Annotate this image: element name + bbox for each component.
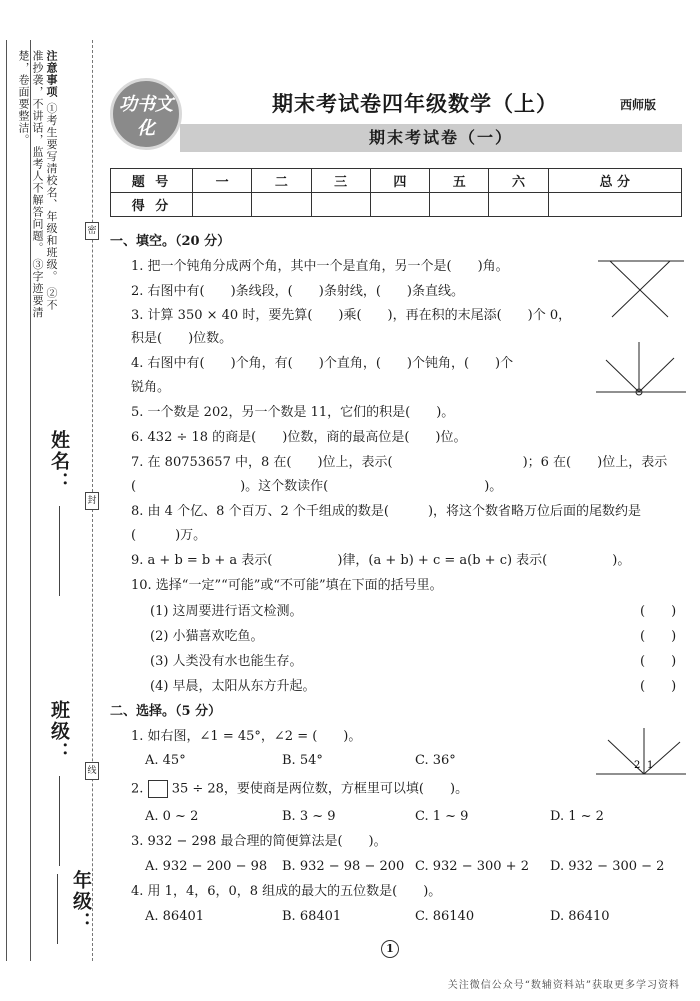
note-2: ②不准抄袭，不讲话，监考人不解答问题。 [31, 50, 58, 311]
name-field [46, 430, 73, 596]
s2-q3-opt-d[interactable]: D. 932 − 300 − 2 [550, 859, 665, 874]
s1-q1: 1. 把一个钝角分成两个角，其中一个是直角，另一个是( )角。 [131, 259, 509, 274]
score-cell[interactable] [430, 193, 489, 217]
s2-q2-opt-c[interactable]: C. 1 ~ 9 [415, 809, 469, 824]
angle-2-label: 2 [634, 760, 641, 771]
s1-q10: 10. 选择“一定”“可能”或“不可能”填在下面的括号里。 [131, 578, 443, 593]
score-col-label: 题 号 [111, 169, 193, 193]
s2-q3-opt-a[interactable]: A. 932 − 200 − 98 [145, 859, 268, 874]
score-col-4: 四 [370, 169, 429, 193]
publisher-logo: 功书文化 [110, 78, 182, 150]
s2-q2-opt-d[interactable]: D. 1 ~ 2 [550, 809, 604, 824]
s2-q3-opt-b[interactable]: B. 932 − 98 − 200 [282, 859, 405, 874]
score-col-total: 总 分 [548, 169, 681, 193]
s2-q2-opt-a[interactable]: A. 0 ~ 2 [145, 809, 199, 824]
s1-q8-line2: ( )万。 [131, 528, 207, 543]
grade-blank[interactable] [57, 874, 58, 944]
score-row-label: 得 分 [111, 193, 193, 217]
s1-q8-line1: 8. 由 4 个亿、8 个百万、2 个千组成的数是( )，将这个数省略万位后面的尾数约是 [131, 504, 642, 519]
score-cell[interactable] [548, 193, 681, 217]
binding-strip [0, 0, 100, 1001]
s2-q1: 1. 如右图，∠1 = 45°，∠2 = ( )。 [131, 729, 362, 744]
s2-q2 [131, 780, 468, 799]
page-title: 期末考试卷四年级数学（上） [272, 92, 558, 116]
page-number: 1 [381, 940, 399, 958]
s2-q2-opt-b[interactable]: B. 3 ~ 9 [282, 809, 336, 824]
grade-label: 年级： [70, 870, 92, 933]
s1-q10-item-1: (1) 这周要进行语文检测。 [150, 604, 303, 619]
s1-q7-line2: ( )。这个数读作( )。 [131, 479, 503, 494]
s2-q3: 3. 932 − 298 最合理的简便算法是( )。 [131, 834, 387, 849]
s1-q7-line1: 7. 在 80753657 中，8 在( )位上，表示( )；6 在( )位上，表示 [131, 455, 668, 470]
figure-diagonal-line-1 [610, 261, 668, 317]
s1-q4-line2: 锐角。 [131, 380, 171, 395]
angle-1-label: 1 [647, 760, 654, 771]
class-field [46, 700, 73, 866]
name-label: 姓名： [48, 430, 70, 493]
figure-diagonal-line-2 [612, 261, 670, 317]
angle-question-figure [596, 722, 686, 778]
s1-q10-item-4: (4) 早晨，太阳从东方升起。 [150, 679, 316, 694]
score-col-2: 二 [252, 169, 311, 193]
s2-q2-text: 35 ÷ 28，要使商是两位数，方框里可以填( )。 [171, 781, 469, 797]
score-cell[interactable] [252, 193, 311, 217]
note-1: ①考生要写清校名、年级和班级。 [45, 102, 58, 283]
s1-q10-item-3: (3) 人类没有水也能生存。 [150, 654, 303, 669]
section2-heading: 二、选择。（5 分） [110, 704, 222, 719]
cut-mark-feng: 封 [85, 492, 99, 510]
score-value-row [111, 193, 682, 217]
line-segments-figure [598, 255, 684, 319]
class-label: 班级： [48, 700, 70, 763]
s2-q4-opt-c[interactable]: C. 86140 [415, 909, 475, 924]
s2-q4-opt-b[interactable]: B. 68401 [282, 909, 342, 924]
grade-field [46, 870, 95, 1001]
notes-title: 注意事项 [45, 50, 58, 98]
score-cell[interactable] [193, 193, 252, 217]
s1-q10-answer-2[interactable]: ( ) [640, 629, 677, 644]
score-col-6: 六 [489, 169, 548, 193]
s1-q10-answer-1[interactable]: ( ) [640, 604, 677, 619]
s2-q4-opt-d[interactable]: D. 86410 [550, 909, 610, 924]
cut-mark-mi: 密 [85, 222, 99, 240]
s2-q1-opt-b[interactable]: B. 54° [282, 753, 323, 768]
class-blank[interactable] [59, 776, 60, 866]
section1-heading: 一、填空。（20 分） [110, 234, 231, 249]
s1-q10-answer-4[interactable]: ( ) [640, 679, 677, 694]
answer-box[interactable] [148, 780, 168, 798]
s2-q2-number: 2. [131, 781, 144, 797]
s1-q10-item-2: (2) 小猫喜欢吃鱼。 [150, 629, 264, 644]
figure-left-ray [606, 360, 639, 392]
footer-watermark: 关注微信公众号“数辅资料站”获取更多学习资料 [447, 980, 680, 991]
page-subtitle: 期末考试卷（一） [368, 128, 513, 147]
score-col-5: 五 [430, 169, 489, 193]
angles-figure [596, 340, 686, 396]
score-cell[interactable] [311, 193, 370, 217]
score-header-row [111, 169, 682, 193]
s2-q3-opt-c[interactable]: C. 932 − 300 + 2 [415, 859, 529, 874]
s1-q2: 2. 右图中有( )条线段，( )条射线，( )条直线。 [131, 284, 464, 299]
s1-q3-line2: 积是( )位数。 [131, 331, 233, 346]
exam-notes [16, 50, 58, 320]
s2-q4-opt-a[interactable]: A. 86401 [145, 909, 205, 924]
s1-q3-line1: 3. 计算 350 × 40 时，要先算( )乘( )，再在积的末尾添( )个 0， [131, 308, 572, 323]
score-cell[interactable] [370, 193, 429, 217]
score-col-1: 一 [193, 169, 252, 193]
score-table [110, 168, 682, 217]
s1-q9: 9. a + b = b + a 表示( )律，(a + b) + c = a(b + c) 表示( )。 [131, 553, 631, 568]
score-col-3: 三 [311, 169, 370, 193]
figure-right-ray [639, 358, 674, 392]
s1-q6: 6. 432 ÷ 18 的商是( )位数，商的最高位是( )位。 [131, 430, 467, 445]
subtitle-bar [180, 124, 682, 152]
s2-q1-opt-a[interactable]: A. 45° [145, 753, 186, 768]
s2-q4: 4. 用 1，4，6，0，8 组成的最大的五位数是( )。 [131, 884, 442, 899]
edition-label: 西师版 [620, 98, 657, 112]
note-3: ③字迹要清楚，卷面要整洁。 [17, 50, 44, 319]
cut-mark-xian: 线 [85, 762, 99, 780]
name-blank[interactable] [59, 506, 60, 596]
strip-border-left [6, 40, 7, 961]
s1-q5: 5. 一个数是 202，另一个数是 11，它们的积是( )。 [131, 405, 455, 420]
s1-q4-line1: 4. 右图中有( )个角，有( )个直角，( )个钝角，( )个 [131, 356, 514, 371]
s2-q1-opt-c[interactable]: C. 36° [415, 753, 456, 768]
s1-q10-answer-3[interactable]: ( ) [640, 654, 677, 669]
score-cell[interactable] [489, 193, 548, 217]
